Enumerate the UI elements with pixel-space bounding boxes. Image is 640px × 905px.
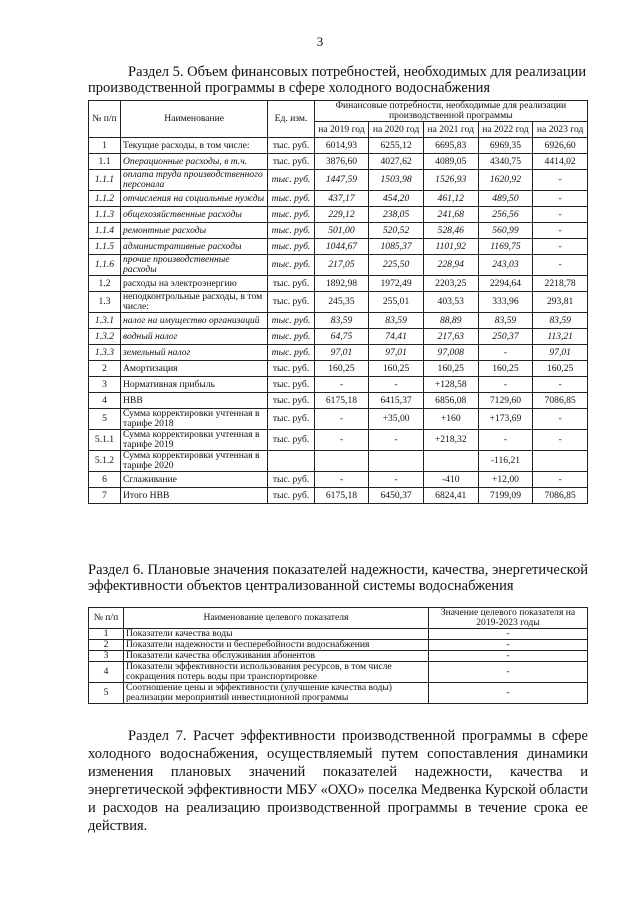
row-num: 3 <box>89 377 121 393</box>
row-value: 64,75 <box>314 329 369 345</box>
row-unit <box>268 451 314 472</box>
row-value: 83,59 <box>314 313 369 329</box>
row-value: 225,50 <box>369 255 424 276</box>
row-value: - <box>314 430 369 451</box>
row-value: 241,68 <box>423 207 478 223</box>
row-num: 1 <box>89 138 121 154</box>
table-row <box>89 683 588 704</box>
row-value: -410 <box>423 472 478 488</box>
indicator-value: - <box>429 662 588 683</box>
row-value: 1892,98 <box>314 276 369 292</box>
row-value: 6926,60 <box>533 138 588 154</box>
table-row <box>89 377 588 393</box>
section7-body: Раздел 7. Расчет эффективности производственной программы в сфере холодного водоснабжения, осуществляемый путем сопоставления динамики изменения плановых значений показателей надежности, качества и энергетической эффективности МБУ «ОХО» поселка Медвенка Курской области и расходов на реализацию производственной программы в течение срока ее действия. <box>88 728 588 834</box>
row-value: 6175,18 <box>314 488 369 504</box>
indicator-name: Показатели качества воды <box>124 629 429 640</box>
row-value: 1447,59 <box>314 170 369 191</box>
row-value: 403,53 <box>423 292 478 313</box>
row-value: - <box>314 472 369 488</box>
indicator-num: 5 <box>89 683 124 704</box>
table-row <box>89 662 588 683</box>
row-value: - <box>533 430 588 451</box>
row-value: 97,01 <box>369 345 424 361</box>
row-value: 217,63 <box>423 329 478 345</box>
row-value: 255,01 <box>369 292 424 313</box>
row-value: 243,03 <box>478 255 533 276</box>
page-number: 3 <box>316 34 324 49</box>
row-value: 4089,05 <box>423 154 478 170</box>
table-row <box>89 313 588 329</box>
row-value: +12,00 <box>478 472 533 488</box>
table-row <box>89 430 588 451</box>
row-value: 97,008 <box>423 345 478 361</box>
row-value: 6450,37 <box>369 488 424 504</box>
row-num: 2 <box>89 361 121 377</box>
indicator-value: - <box>429 651 588 662</box>
indicator-name: Показатели качества обслуживания абонентов <box>124 651 429 662</box>
row-num: 5.1.2 <box>89 451 121 472</box>
row-value: +218,32 <box>423 430 478 451</box>
table-row <box>89 255 588 276</box>
row-value: - <box>533 377 588 393</box>
row-num: 4 <box>89 393 121 409</box>
row-value: - <box>478 430 533 451</box>
row-unit: тыс. руб. <box>268 393 314 409</box>
row-unit: тыс. руб. <box>268 472 314 488</box>
row-value: - <box>478 377 533 393</box>
row-value: 88,89 <box>423 313 478 329</box>
row-value: 333,96 <box>478 292 533 313</box>
row-unit: тыс. руб. <box>268 409 314 430</box>
row-value: 217,05 <box>314 255 369 276</box>
row-value: 7086,85 <box>533 488 588 504</box>
row-value: 6695,83 <box>423 138 478 154</box>
row-value: 245,35 <box>314 292 369 313</box>
t6-header-value: Значение целевого показателя на 2019-2023 годы <box>429 608 588 629</box>
row-num: 1.1.1 <box>89 170 121 191</box>
row-num: 6 <box>89 472 121 488</box>
row-value: 6014,93 <box>314 138 369 154</box>
row-value: -116,21 <box>478 451 533 472</box>
table-row <box>89 345 588 361</box>
row-num: 1.3.1 <box>89 313 121 329</box>
row-value: 1044,67 <box>314 239 369 255</box>
row-value: 489,50 <box>478 191 533 207</box>
header-year: на 2023 год <box>533 122 588 138</box>
row-name: Сумма корректировки учтенная в тарифе 2018 <box>121 409 268 430</box>
row-value: 238,05 <box>369 207 424 223</box>
row-unit: тыс. руб. <box>268 276 314 292</box>
row-value: 1620,92 <box>478 170 533 191</box>
row-name: расходы на электроэнергию <box>121 276 268 292</box>
table-row <box>89 292 588 313</box>
header-group: Финансовые потребности, необходимые для реализации производственной программы <box>314 101 587 122</box>
indicator-value: - <box>429 683 588 704</box>
row-num: 1.1.3 <box>89 207 121 223</box>
row-num: 7 <box>89 488 121 504</box>
financial-needs-rows <box>89 138 588 504</box>
row-value: +35,00 <box>369 409 424 430</box>
row-name: НВВ <box>121 393 268 409</box>
row-unit: тыс. руб. <box>268 292 314 313</box>
table-row <box>89 393 588 409</box>
table-row <box>89 629 588 640</box>
row-name: оплата труда производственного персонала <box>121 170 268 191</box>
section5-title-line2: производственной программы в сфере холодного водоснабжения <box>88 80 491 96</box>
row-value: 560,99 <box>478 223 533 239</box>
row-name: отчисления на социальные нужды <box>121 191 268 207</box>
row-value: 160,25 <box>478 361 533 377</box>
row-unit: тыс. руб. <box>268 223 314 239</box>
row-num: 1.2 <box>89 276 121 292</box>
table-row <box>89 451 588 472</box>
table-row <box>89 640 588 651</box>
section7-text <box>88 727 588 835</box>
row-value: 501,00 <box>314 223 369 239</box>
section6-title: Раздел 6. Плановые значения показателей надежности, качества, энергетической эффективности объектов централизованной системы водоснабжения <box>88 562 588 594</box>
row-value: 4414,02 <box>533 154 588 170</box>
table-row <box>89 191 588 207</box>
table-row <box>89 138 588 154</box>
row-value: - <box>369 472 424 488</box>
row-name: Итого НВВ <box>121 488 268 504</box>
row-unit: тыс. руб. <box>268 191 314 207</box>
t6-header-num: № п/п <box>89 608 124 629</box>
row-value: - <box>533 170 588 191</box>
header-year: на 2022 год <box>478 122 533 138</box>
row-value: - <box>314 377 369 393</box>
row-value: 97,01 <box>314 345 369 361</box>
row-value: 7086,85 <box>533 393 588 409</box>
row-value <box>314 451 369 472</box>
row-value: - <box>533 472 588 488</box>
row-value: 6415,37 <box>369 393 424 409</box>
row-value <box>423 451 478 472</box>
row-name: общехозяйственные расходы <box>121 207 268 223</box>
header-num: № п/п <box>89 101 121 138</box>
table-row <box>89 154 588 170</box>
row-value: 3876,60 <box>314 154 369 170</box>
indicator-value: - <box>429 640 588 651</box>
row-name: Сумма корректировки учтенная в тарифе 2020 <box>121 451 268 472</box>
row-value: +160 <box>423 409 478 430</box>
row-value: 160,25 <box>423 361 478 377</box>
row-name: налог на имущество организаций <box>121 313 268 329</box>
row-value: 6824,41 <box>423 488 478 504</box>
target-indicators-rows <box>89 629 588 704</box>
row-unit: тыс. руб. <box>268 377 314 393</box>
header-year: на 2020 год <box>369 122 424 138</box>
table-row <box>89 409 588 430</box>
table-row <box>89 651 588 662</box>
table-row <box>89 223 588 239</box>
row-unit: тыс. руб. <box>268 255 314 276</box>
row-value: 7129,60 <box>478 393 533 409</box>
row-num: 1.1.4 <box>89 223 121 239</box>
row-value: - <box>533 223 588 239</box>
row-num: 1.1.6 <box>89 255 121 276</box>
indicator-name: Показатели эффективности использования ресурсов, в том числе сокращения потерь воды при транспортировке <box>124 662 429 683</box>
row-value: 74,41 <box>369 329 424 345</box>
row-name: Нормативная прибыль <box>121 377 268 393</box>
row-value: 1972,49 <box>369 276 424 292</box>
table-row <box>89 361 588 377</box>
row-name: Амортизация <box>121 361 268 377</box>
indicator-num: 4 <box>89 662 124 683</box>
row-value: 97,01 <box>533 345 588 361</box>
row-value: 461,12 <box>423 191 478 207</box>
row-unit: тыс. руб. <box>268 345 314 361</box>
row-value: 1101,92 <box>423 239 478 255</box>
row-value: - <box>533 409 588 430</box>
row-value: - <box>533 239 588 255</box>
row-value: - <box>533 255 588 276</box>
row-value: - <box>369 430 424 451</box>
row-value: 520,52 <box>369 223 424 239</box>
header-year: на 2021 год <box>423 122 478 138</box>
financial-needs-table <box>88 100 588 504</box>
header-unit: Ед. изм. <box>268 101 314 138</box>
row-name: неподконтрольные расходы, в том числе: <box>121 292 268 313</box>
row-name: ремонтные расходы <box>121 223 268 239</box>
row-value: 6175,18 <box>314 393 369 409</box>
row-value: - <box>369 377 424 393</box>
row-value: 4340,75 <box>478 154 533 170</box>
row-value: 228,94 <box>423 255 478 276</box>
row-value: 256,56 <box>478 207 533 223</box>
row-value: 6969,35 <box>478 138 533 154</box>
row-num: 1.3.3 <box>89 345 121 361</box>
row-value: 160,25 <box>369 361 424 377</box>
header-year: на 2019 год <box>314 122 369 138</box>
table-row <box>89 472 588 488</box>
row-unit: тыс. руб. <box>268 170 314 191</box>
row-name: прочие производственные расходы <box>121 255 268 276</box>
row-name: водный налог <box>121 329 268 345</box>
row-value: - <box>314 409 369 430</box>
row-unit: тыс. руб. <box>268 207 314 223</box>
row-unit: тыс. руб. <box>268 138 314 154</box>
row-value: 437,17 <box>314 191 369 207</box>
table-row <box>89 207 588 223</box>
row-value: 6255,12 <box>369 138 424 154</box>
row-value: 83,59 <box>533 313 588 329</box>
row-value: 4027,62 <box>369 154 424 170</box>
row-unit: тыс. руб. <box>268 313 314 329</box>
indicator-name: Соотношение цены и эффективности (улучшение качества воды) реализации мероприятий инвестиционной программы <box>124 683 429 704</box>
table-row <box>89 276 588 292</box>
row-value: 454,20 <box>369 191 424 207</box>
row-num: 1.3.2 <box>89 329 121 345</box>
row-value <box>369 451 424 472</box>
row-value: - <box>533 207 588 223</box>
row-num: 1.1.5 <box>89 239 121 255</box>
row-value: +173,69 <box>478 409 533 430</box>
row-value: - <box>478 345 533 361</box>
row-unit: тыс. руб. <box>268 488 314 504</box>
row-value: +128,58 <box>423 377 478 393</box>
row-unit: тыс. руб. <box>268 154 314 170</box>
row-value: 2294,64 <box>478 276 533 292</box>
indicator-value: - <box>429 629 588 640</box>
row-value: 250,37 <box>478 329 533 345</box>
row-value: 1503,98 <box>369 170 424 191</box>
row-value: 113,21 <box>533 329 588 345</box>
row-value: - <box>533 191 588 207</box>
row-name: административные расходы <box>121 239 268 255</box>
header-name: Наименование <box>121 101 268 138</box>
row-value: 83,59 <box>369 313 424 329</box>
indicator-num: 3 <box>89 651 124 662</box>
row-value: 83,59 <box>478 313 533 329</box>
row-value: 528,46 <box>423 223 478 239</box>
indicator-name: Показатели надежности и бесперебойности водоснабжения <box>124 640 429 651</box>
row-unit: тыс. руб. <box>268 329 314 345</box>
row-value: 2203,25 <box>423 276 478 292</box>
row-value: 2218,78 <box>533 276 588 292</box>
row-value: 160,25 <box>533 361 588 377</box>
row-value: 7199,09 <box>478 488 533 504</box>
target-indicators-table <box>88 607 588 704</box>
row-num: 5.1.1 <box>89 430 121 451</box>
row-name: земельный налог <box>121 345 268 361</box>
row-num: 1.1 <box>89 154 121 170</box>
row-num: 1.3 <box>89 292 121 313</box>
row-value: 293,81 <box>533 292 588 313</box>
row-value: 1085,37 <box>369 239 424 255</box>
row-num: 1.1.2 <box>89 191 121 207</box>
table-row <box>89 239 588 255</box>
row-value: 1169,75 <box>478 239 533 255</box>
row-unit: тыс. руб. <box>268 239 314 255</box>
t6-header-name: Наименование целевого показателя <box>124 608 429 629</box>
row-value: 1526,93 <box>423 170 478 191</box>
section5-title <box>88 64 588 96</box>
section5-title-line1: Раздел 5. Объем финансовых потребностей, необходимых для реализации <box>128 64 587 80</box>
row-value: 229,12 <box>314 207 369 223</box>
row-name: Текущие расходы, в том числе: <box>121 138 268 154</box>
row-value: 160,25 <box>314 361 369 377</box>
table-row <box>89 329 588 345</box>
table-row <box>89 170 588 191</box>
indicator-num: 2 <box>89 640 124 651</box>
row-value <box>533 451 588 472</box>
row-unit: тыс. руб. <box>268 430 314 451</box>
table-row <box>89 488 588 504</box>
row-value: 6856,08 <box>423 393 478 409</box>
indicator-num: 1 <box>89 629 124 640</box>
row-name: Операционные расходы, в т.ч. <box>121 154 268 170</box>
row-unit: тыс. руб. <box>268 361 314 377</box>
row-name: Сумма корректировки учтенная в тарифе 2019 <box>121 430 268 451</box>
row-num: 5 <box>89 409 121 430</box>
row-name: Сглаживание <box>121 472 268 488</box>
